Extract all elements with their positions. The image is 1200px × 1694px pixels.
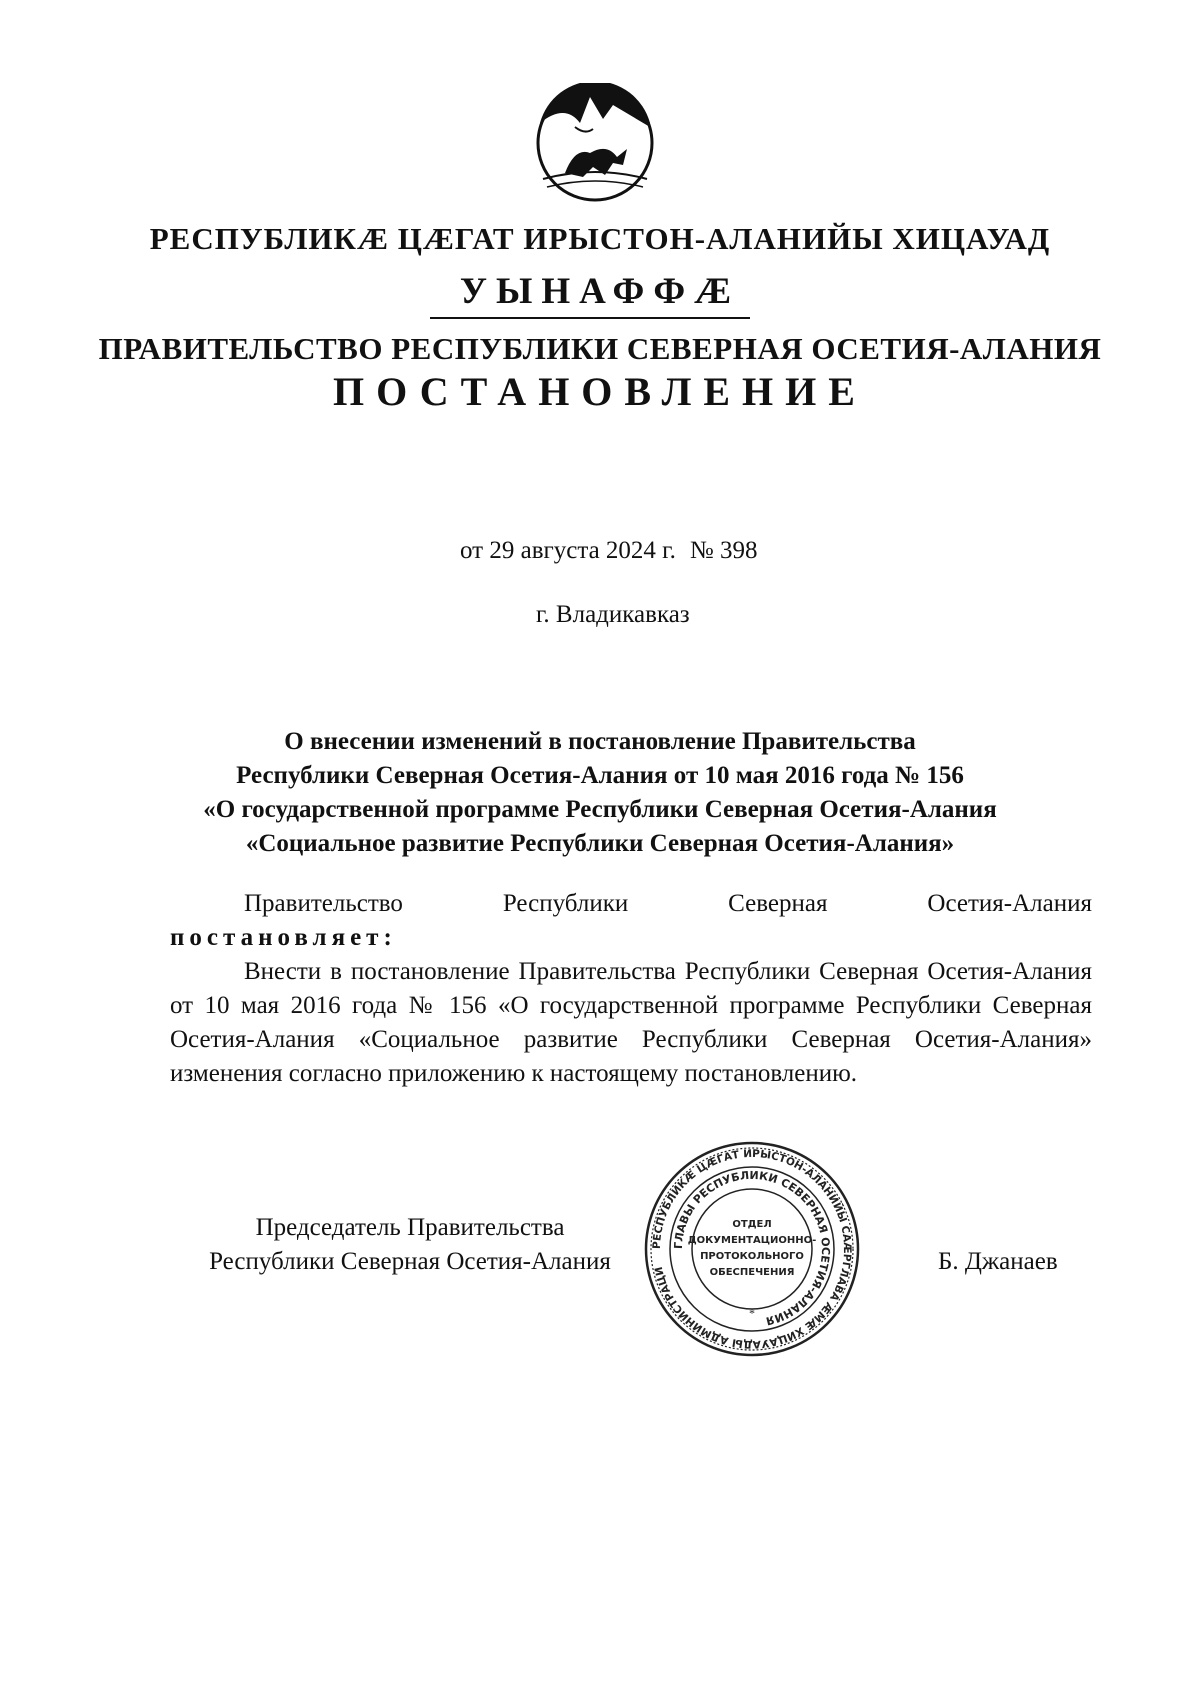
decree-word: постановляет: — [170, 924, 397, 951]
preamble-line — [170, 887, 1092, 921]
svg-text:ГЛАВЫ РЕСПУБЛИКИ СЕВЕРНАЯ ОСЕТ — [672, 1169, 832, 1328]
header-divider — [430, 317, 750, 319]
title-line: «Социальное развитие Республики Северная Осетия-Алания» — [245, 830, 955, 857]
document-title — [150, 725, 1050, 861]
signatory-name: Б. Джанаев — [938, 1248, 1058, 1275]
preamble-word: Правительство — [244, 890, 403, 917]
document-number: № 398 — [689, 537, 758, 564]
document-date: от 29 августа 2024 г. — [460, 537, 676, 564]
document-city: г. Владикавказ — [536, 601, 690, 628]
official-stamp — [644, 1141, 860, 1357]
title-line: О внесении изменений в постановление Правительства — [284, 728, 916, 755]
position-line: Республики Северная Осетия-Алания — [209, 1248, 611, 1275]
stamp-outer-text: РЕСПУБЛИКÆ ЦÆГАТ ИРЫСТОН-АЛАНИЙЫ САÆРГЛАВА ÆМÆ ХИЦАУАДЫ АДМИНИСТРАЦИ — [650, 1147, 854, 1351]
stamp-center-line: ОБЕСПЕЧЕНИЯ — [709, 1267, 795, 1278]
stamp-center-line: ДОКУМЕНТАЦИОННО- — [687, 1235, 817, 1246]
document-body — [170, 887, 1092, 1091]
stamp-center-line: ОТДЕЛ — [732, 1219, 772, 1230]
russian-document-type: ПОСТАНОВЛЕНИЕ — [333, 369, 867, 414]
preamble-word: Осетия-Алания — [927, 890, 1092, 917]
preamble-word: Республики — [502, 890, 629, 917]
russian-government-heading: ПРАВИТЕЛЬСТВО РЕСПУБЛИКИ СЕВЕРНАЯ ОСЕТИЯ-АЛАНИЯ — [98, 331, 1102, 366]
stamp-star-icon: * — [749, 1306, 755, 1320]
date-number-line — [460, 537, 757, 565]
stamp-center-line: ПРОТОКОЛЬНОГО — [700, 1251, 804, 1262]
ossetian-government-heading: РЕСПУБЛИКÆ ЦÆГАТ ИРЫСТОН-АЛАНИЙЫ ХИЦАУАД — [149, 221, 1051, 256]
title-line: Республики Северная Осетия-Алания от 10 мая 2016 года № 156 — [236, 762, 964, 789]
signatory-position — [180, 1211, 640, 1279]
title-line: «О государственной программе Республики Северная Осетия-Алания — [203, 796, 997, 823]
position-line: Председатель Правительства — [255, 1214, 565, 1241]
main-paragraph: Внести в постановление Правительства Республики Северная Осетия-Алания от 10 мая 2016 года № 156 «О государственной программе Республики Северная Осетия-Алания «Социальное развитие Республики Северная Осетия-Алания» изменения согласно приложению к настоящему постановлению. — [170, 958, 1092, 1087]
ossetian-document-type: УЫНАФФÆ — [459, 271, 741, 312]
preamble-word: Северная — [728, 890, 828, 917]
coat-of-arms-emblem — [535, 83, 655, 203]
stamp-inner-text: ГЛАВЫ РЕСПУБЛИКИ СЕВЕРНАЯ ОСЕТИЯ-АЛАНИЯ — [671, 1168, 833, 1328]
